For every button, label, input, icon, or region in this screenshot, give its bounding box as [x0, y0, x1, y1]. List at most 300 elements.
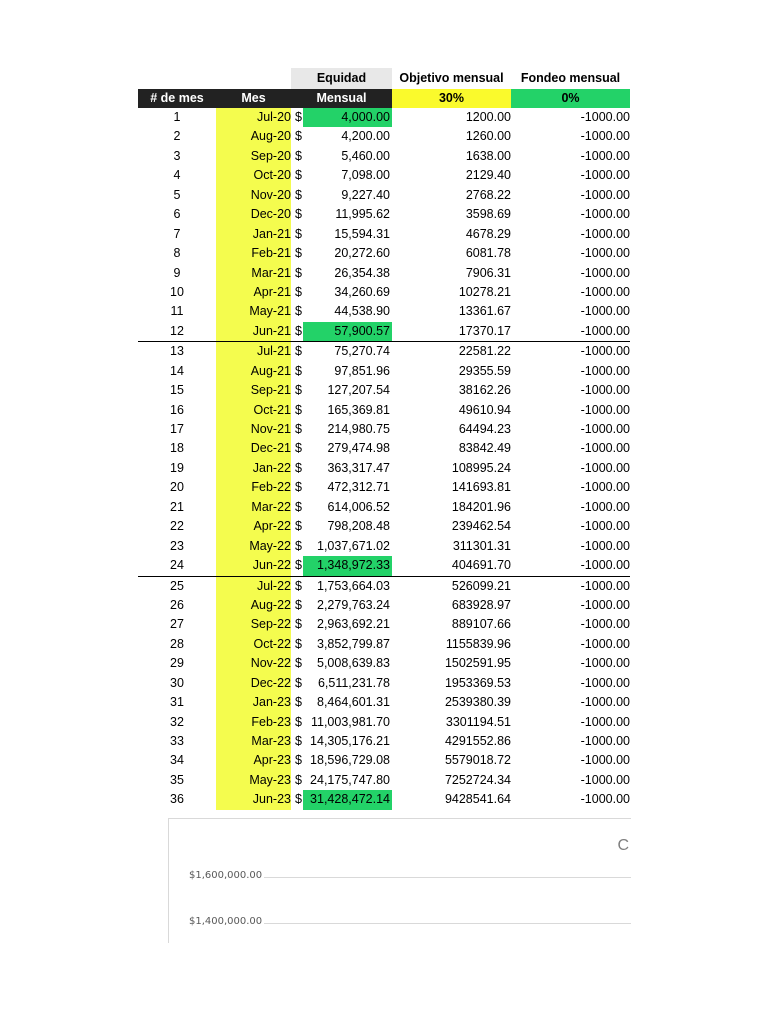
cell-num-mes[interactable]: 25 — [170, 578, 184, 593]
cell-objetivo[interactable]: 311301.31 — [452, 538, 511, 553]
table-row — [138, 459, 630, 478]
cell-fondeo[interactable]: -1000.00 — [580, 460, 630, 475]
cell-num-mes[interactable]: 6 — [173, 207, 181, 222]
cell-equidad[interactable] — [291, 674, 392, 693]
currency-symbol: $ — [295, 207, 302, 222]
cell-fondeo[interactable]: -1000.00 — [580, 558, 630, 573]
equidad-value: 26,354.38 — [334, 265, 390, 280]
cell-fondeo[interactable]: -1000.00 — [580, 675, 630, 690]
equidad-value: 97,851.96 — [334, 363, 390, 378]
table-row — [138, 674, 630, 693]
cell-num-mes[interactable]: 7 — [173, 226, 181, 241]
cell-mes[interactable]: Nov-22 — [216, 654, 291, 673]
currency-symbol: $ — [295, 402, 302, 417]
currency-symbol: $ — [295, 636, 302, 651]
currency-symbol: $ — [295, 558, 302, 573]
table-row — [138, 166, 630, 185]
cell-objetivo[interactable]: 683928.97 — [451, 597, 511, 612]
cell-fondeo[interactable]: -1000.00 — [580, 207, 630, 222]
cell-mes[interactable]: Jul-22 — [216, 577, 291, 596]
cell-fondeo[interactable]: -1000.00 — [580, 344, 630, 359]
table-row — [138, 498, 630, 517]
equidad-value: 1,753,664.03 — [317, 578, 390, 593]
cell-num-mes[interactable]: 31 — [170, 695, 184, 710]
cell-equidad[interactable] — [291, 166, 392, 185]
cell-equidad[interactable] — [291, 459, 392, 478]
header-row-1 — [138, 68, 630, 89]
cell-mes[interactable]: Aug-21 — [216, 362, 291, 381]
currency-symbol: $ — [295, 656, 302, 671]
cell-equidad[interactable] — [291, 537, 392, 556]
cell-mes[interactable]: Jul-20 — [216, 108, 291, 127]
table-row — [138, 556, 630, 576]
cell-mes[interactable]: Jun-21 — [216, 322, 291, 341]
equidad-value: 18,596,729.08 — [310, 753, 390, 768]
cell-objetivo[interactable]: 1155839.96 — [445, 636, 511, 651]
cell-objetivo[interactable]: 889107.66 — [451, 617, 511, 632]
cell-num-mes[interactable]: 35 — [170, 772, 184, 787]
equidad-value: 34,260.69 — [334, 284, 390, 299]
cell-fondeo[interactable]: -1000.00 — [580, 148, 630, 163]
table-row — [138, 264, 630, 283]
cell-mes[interactable]: Feb-23 — [216, 713, 291, 732]
cell-equidad[interactable] — [291, 577, 392, 596]
y-tick-label: $1,400,000.00 — [189, 916, 263, 927]
cell-equidad[interactable] — [291, 283, 392, 302]
cell-num-mes[interactable]: 4 — [173, 168, 181, 183]
table-row — [138, 771, 630, 790]
currency-symbol: $ — [295, 578, 302, 593]
table-row — [138, 713, 630, 732]
cell-equidad[interactable] — [291, 342, 392, 361]
equidad-value: 3,852,799.87 — [317, 636, 390, 651]
cell-num-mes[interactable]: 21 — [170, 499, 184, 514]
cell-fondeo[interactable]: -1000.00 — [580, 792, 630, 807]
cell-fondeo[interactable]: -1000.00 — [580, 538, 630, 553]
table-row — [138, 478, 630, 497]
currency-symbol: $ — [295, 772, 302, 787]
cell-equidad[interactable] — [291, 478, 392, 497]
table-row — [138, 127, 630, 146]
cell-mes[interactable]: Aug-22 — [216, 596, 291, 615]
cell-num-mes[interactable]: 12 — [170, 323, 184, 338]
header-mensual: Mensual — [291, 89, 392, 108]
cell-mes[interactable]: Sep-20 — [216, 147, 291, 166]
cell-equidad[interactable] — [291, 693, 392, 712]
cell-equidad[interactable] — [291, 596, 392, 615]
currency-symbol: $ — [295, 110, 302, 124]
table-row — [138, 693, 630, 712]
cell-mes[interactable]: May-23 — [216, 771, 291, 790]
cell-equidad[interactable] — [291, 732, 392, 751]
cell-mes[interactable]: Jun-23 — [216, 790, 291, 809]
cell-fondeo[interactable]: -1000.00 — [580, 480, 630, 495]
cell-mes[interactable]: Mar-21 — [216, 264, 291, 283]
gridline — [264, 923, 631, 924]
table-row — [138, 577, 630, 596]
currency-symbol: $ — [295, 538, 302, 553]
table-row — [138, 420, 630, 439]
cell-mes[interactable]: Jan-22 — [216, 459, 291, 478]
table-row — [138, 147, 630, 166]
y-tick-label: $1,600,000.00 — [189, 870, 263, 881]
cell-objetivo[interactable]: 49610.94 — [458, 402, 511, 417]
cell-objetivo[interactable]: 526099.21 — [451, 578, 511, 593]
cell-mes[interactable]: Mar-23 — [216, 732, 291, 751]
cell-mes[interactable]: Jul-21 — [216, 342, 291, 361]
cell-fondeo[interactable]: -1000.00 — [580, 714, 630, 729]
cell-objetivo[interactable]: 9428541.64 — [444, 792, 511, 807]
cell-mes[interactable]: Mar-22 — [216, 498, 291, 517]
equidad-value: 798,208.48 — [327, 519, 390, 534]
cell-equidad[interactable] — [291, 439, 392, 458]
header-objetivo-pct[interactable]: 30% — [392, 89, 511, 108]
cell-num-mes[interactable]: 30 — [170, 675, 184, 690]
spreadsheet-table — [138, 68, 630, 810]
cell-mes[interactable]: Dec-22 — [216, 674, 291, 693]
currency-symbol: $ — [295, 753, 302, 768]
cell-objetivo[interactable]: 2539380.39 — [444, 695, 511, 710]
currency-symbol: $ — [295, 519, 302, 534]
table-row — [138, 732, 630, 751]
cell-fondeo[interactable]: -1000.00 — [580, 441, 630, 456]
table-row — [138, 615, 630, 634]
cell-fondeo[interactable]: -1000.00 — [580, 304, 630, 319]
cell-fondeo[interactable]: -1000.00 — [580, 168, 630, 183]
currency-symbol: $ — [295, 129, 302, 144]
cell-objetivo[interactable]: 239462.54 — [451, 519, 511, 534]
table-row — [138, 342, 630, 361]
cell-equidad[interactable] — [291, 381, 392, 400]
cell-objetivo[interactable]: 83842.49 — [458, 441, 511, 456]
cell-num-mes[interactable]: 15 — [170, 383, 184, 398]
currency-symbol: $ — [295, 148, 302, 163]
cell-equidad[interactable] — [291, 771, 392, 790]
cell-num-mes[interactable]: 27 — [170, 617, 184, 632]
cell-objetivo[interactable]: 3301194.51 — [445, 714, 511, 729]
cell-num-mes[interactable]: 9 — [173, 265, 181, 280]
cell-equidad[interactable] — [291, 205, 392, 224]
cell-equidad[interactable] — [291, 498, 392, 517]
cell-fondeo[interactable]: -1000.00 — [580, 499, 630, 514]
table-row — [138, 225, 630, 244]
currency-symbol: $ — [295, 675, 302, 690]
cell-equidad[interactable] — [291, 244, 392, 263]
currency-symbol: $ — [295, 714, 302, 729]
cell-mes[interactable]: Sep-22 — [216, 615, 291, 634]
currency-symbol: $ — [295, 597, 302, 612]
cell-equidad[interactable] — [291, 127, 392, 146]
equidad-value: 75,270.74 — [334, 344, 390, 359]
cell-objetivo[interactable]: 1953369.53 — [444, 675, 511, 690]
cell-objetivo[interactable]: 1260.00 — [465, 129, 511, 144]
cell-equidad[interactable] — [291, 225, 392, 244]
equidad-value: 15,594.31 — [334, 226, 390, 241]
currency-symbol: $ — [295, 792, 302, 807]
cell-equidad[interactable] — [291, 147, 392, 166]
table-row — [138, 362, 630, 381]
cell-objetivo[interactable]: 64494.23 — [458, 422, 511, 436]
table-row — [138, 186, 630, 205]
equidad-value: 614,006.52 — [327, 499, 390, 514]
equidad-value: 472,312.71 — [327, 480, 390, 495]
cell-equidad[interactable] — [291, 186, 392, 205]
currency-symbol: $ — [295, 246, 302, 261]
equidad-value: 20,272.60 — [334, 246, 390, 261]
cell-fondeo[interactable]: -1000.00 — [580, 129, 630, 144]
cell-equidad[interactable] — [291, 517, 392, 536]
cell-num-mes[interactable]: 10 — [170, 284, 184, 299]
table-row — [138, 439, 630, 458]
cell-mes[interactable]: Nov-20 — [216, 186, 291, 205]
equidad-value: 7,098.00 — [341, 168, 390, 183]
equidad-value: 1,348,972.33 — [317, 558, 390, 573]
cell-mes[interactable]: Oct-20 — [216, 166, 291, 185]
cell-mes[interactable]: Apr-21 — [216, 283, 291, 302]
cell-num-mes[interactable]: 32 — [170, 714, 184, 729]
cell-mes[interactable]: May-21 — [216, 302, 291, 321]
cell-objetivo[interactable]: 2129.40 — [465, 168, 511, 183]
equidad-value: 57,900.57 — [334, 323, 390, 338]
cell-mes[interactable]: Feb-22 — [216, 478, 291, 497]
cell-mes[interactable]: Jan-21 — [216, 225, 291, 244]
equidad-value: 5,460.00 — [341, 148, 390, 163]
table-row — [138, 381, 630, 400]
cell-fondeo[interactable]: -1000.00 — [580, 363, 630, 378]
currency-symbol: $ — [295, 226, 302, 241]
cell-num-mes[interactable]: 17 — [170, 422, 184, 436]
cell-num-mes[interactable]: 36 — [170, 792, 184, 807]
table-row — [138, 108, 630, 127]
cell-num-mes[interactable]: 2 — [173, 129, 181, 144]
cell-objetivo[interactable]: 1200.00 — [465, 110, 511, 124]
table-row — [138, 322, 630, 342]
equidad-value: 1,037,671.02 — [317, 538, 390, 553]
cell-fondeo[interactable]: -1000.00 — [580, 597, 630, 612]
cell-objetivo[interactable]: 1502591.95 — [444, 656, 511, 671]
equidad-value: 31,428,472.14 — [310, 792, 390, 807]
table-row — [138, 283, 630, 302]
cell-equidad[interactable] — [291, 654, 392, 673]
cell-mes[interactable]: Aug-20 — [216, 127, 291, 146]
cell-objetivo[interactable]: 17370.17 — [458, 323, 511, 338]
currency-symbol: $ — [295, 187, 302, 202]
equidad-value: 363,317.47 — [327, 460, 390, 475]
cell-objetivo[interactable]: 38162.26 — [458, 383, 511, 398]
cell-fondeo[interactable]: -1000.00 — [580, 383, 630, 398]
cell-equidad[interactable] — [291, 556, 392, 575]
cell-fondeo[interactable]: -1000.00 — [580, 734, 630, 748]
currency-symbol: $ — [295, 422, 302, 436]
equidad-value: 4,000.00 — [341, 110, 390, 124]
cell-num-mes[interactable]: 14 — [170, 363, 184, 378]
equidad-value: 165,369.81 — [327, 402, 390, 417]
cell-fondeo[interactable]: -1000.00 — [580, 422, 630, 436]
cell-objetivo[interactable]: 5579018.72 — [444, 753, 511, 768]
currency-symbol: $ — [295, 734, 302, 748]
cell-num-mes[interactable]: 18 — [170, 441, 184, 456]
cell-objetivo[interactable]: 4678.29 — [465, 226, 511, 241]
cell-fondeo[interactable]: -1000.00 — [580, 402, 630, 417]
cell-num-mes[interactable]: 28 — [170, 636, 184, 651]
cell-objetivo[interactable]: 108995.24 — [451, 460, 511, 475]
cell-mes[interactable]: Feb-21 — [216, 244, 291, 263]
table-row — [138, 401, 630, 420]
equidad-value: 24,175,747.80 — [310, 772, 390, 787]
cell-objetivo[interactable]: 6081.78 — [465, 246, 511, 261]
cell-num-mes[interactable]: 11 — [170, 304, 184, 319]
cell-equidad[interactable] — [291, 362, 392, 381]
cell-fondeo[interactable]: -1000.00 — [580, 265, 630, 280]
cell-mes[interactable]: Jan-23 — [216, 693, 291, 712]
chart-area — [168, 818, 631, 943]
cell-mes[interactable]: Dec-21 — [216, 439, 291, 458]
cell-num-mes[interactable]: 1 — [173, 110, 181, 124]
cell-num-mes[interactable]: 29 — [170, 656, 184, 671]
table-row — [138, 205, 630, 224]
cell-num-mes[interactable]: 23 — [170, 538, 184, 553]
cell-equidad[interactable] — [291, 615, 392, 634]
cell-fondeo[interactable]: -1000.00 — [580, 226, 630, 241]
cell-fondeo[interactable]: -1000.00 — [580, 636, 630, 651]
cell-objetivo[interactable]: 7906.31 — [465, 265, 511, 280]
currency-symbol: $ — [295, 323, 302, 338]
cell-mes[interactable]: May-22 — [216, 537, 291, 556]
cell-objetivo[interactable]: 184201.96 — [451, 499, 511, 514]
equidad-value: 8,464,601.31 — [317, 695, 390, 710]
equidad-value: 44,538.90 — [334, 304, 390, 319]
cell-objetivo[interactable]: 404691.70 — [451, 558, 511, 573]
cell-num-mes[interactable]: 20 — [170, 480, 184, 495]
cell-objetivo[interactable]: 7252724.34 — [444, 772, 511, 787]
table-row — [138, 302, 630, 321]
table-row — [138, 517, 630, 536]
cell-mes[interactable]: Dec-20 — [216, 205, 291, 224]
table-row — [138, 790, 630, 809]
currency-symbol: $ — [295, 363, 302, 378]
cell-mes[interactable]: Apr-22 — [216, 517, 291, 536]
cell-fondeo[interactable]: -1000.00 — [580, 753, 630, 768]
currency-symbol: $ — [295, 344, 302, 359]
currency-symbol: $ — [295, 284, 302, 299]
cell-num-mes[interactable]: 5 — [173, 187, 181, 202]
currency-symbol: $ — [295, 460, 302, 475]
cell-objetivo[interactable]: 22581.22 — [458, 344, 511, 359]
header-fondeo-pct[interactable]: 0% — [511, 89, 630, 108]
cell-mes[interactable]: Jun-22 — [216, 556, 291, 575]
cell-objetivo[interactable]: 3598.69 — [465, 207, 511, 222]
chart-title-fragment: C — [617, 837, 629, 854]
cell-mes[interactable]: Nov-21 — [216, 420, 291, 439]
cell-fondeo[interactable]: -1000.00 — [580, 617, 630, 632]
table-row — [138, 751, 630, 770]
cell-equidad[interactable] — [291, 790, 392, 809]
currency-symbol: $ — [295, 168, 302, 183]
header-objetivo-mensual: Objetivo mensual — [399, 71, 504, 85]
cell-fondeo[interactable]: -1000.00 — [580, 656, 630, 671]
cell-objetivo[interactable]: 4291552.86 — [444, 734, 511, 748]
cell-equidad[interactable] — [291, 322, 392, 341]
cell-num-mes[interactable]: 3 — [173, 148, 181, 163]
cell-equidad[interactable] — [291, 302, 392, 321]
table-row — [138, 596, 630, 615]
cell-fondeo[interactable]: -1000.00 — [580, 772, 630, 787]
cell-fondeo[interactable]: -1000.00 — [580, 246, 630, 261]
equidad-value: 127,207.54 — [327, 383, 390, 398]
cell-objetivo[interactable]: 141693.81 — [451, 480, 511, 495]
equidad-value: 2,279,763.24 — [317, 597, 390, 612]
cell-equidad[interactable] — [291, 635, 392, 654]
equidad-value: 14,305,176.21 — [310, 734, 390, 748]
cell-equidad[interactable] — [291, 713, 392, 732]
equidad-value: 9,227.40 — [341, 187, 390, 202]
cell-equidad[interactable] — [291, 420, 392, 439]
cell-objetivo[interactable]: 29355.59 — [458, 363, 511, 378]
cell-objetivo[interactable]: 10278.21 — [458, 284, 511, 299]
cell-num-mes[interactable]: 8 — [173, 246, 181, 261]
cell-num-mes[interactable]: 16 — [170, 402, 184, 417]
header-num-mes: # de mes — [138, 89, 216, 108]
currency-symbol: $ — [295, 265, 302, 280]
equidad-value: 4,200.00 — [341, 129, 390, 144]
cell-mes[interactable]: Oct-22 — [216, 635, 291, 654]
header-row-2 — [138, 89, 630, 108]
table-body — [138, 108, 630, 810]
header-fondeo-mensual: Fondeo mensual — [520, 71, 621, 85]
cell-fondeo[interactable]: -1000.00 — [580, 578, 630, 593]
cell-fondeo[interactable]: -1000.00 — [580, 110, 630, 124]
gridline — [264, 877, 631, 878]
equidad-value: 214,980.75 — [327, 422, 390, 436]
cell-num-mes[interactable]: 24 — [170, 558, 184, 573]
cell-fondeo[interactable]: -1000.00 — [580, 323, 630, 338]
equidad-value: 6,511,231.78 — [317, 675, 390, 690]
cell-objetivo[interactable]: 1638.00 — [465, 148, 511, 163]
header-mes: Mes — [216, 89, 291, 108]
currency-symbol: $ — [295, 617, 302, 632]
cell-num-mes[interactable]: 19 — [170, 460, 184, 475]
cell-equidad[interactable] — [291, 401, 392, 420]
header-equidad: Equidad — [291, 68, 392, 89]
cell-fondeo[interactable]: -1000.00 — [580, 519, 630, 534]
equidad-value: 279,474.98 — [327, 441, 390, 456]
cell-mes[interactable]: Oct-21 — [216, 401, 291, 420]
currency-symbol: $ — [295, 441, 302, 456]
currency-symbol: $ — [295, 695, 302, 710]
cell-num-mes[interactable]: 26 — [170, 597, 184, 612]
currency-symbol: $ — [295, 480, 302, 495]
cell-mes[interactable]: Sep-21 — [216, 381, 291, 400]
currency-symbol: $ — [295, 304, 302, 319]
table-row — [138, 654, 630, 673]
cell-objetivo[interactable]: 13361.67 — [458, 304, 511, 319]
cell-num-mes[interactable]: 34 — [170, 753, 184, 768]
cell-fondeo[interactable]: -1000.00 — [580, 284, 630, 299]
cell-num-mes[interactable]: 13 — [170, 344, 184, 359]
cell-mes[interactable]: Apr-23 — [216, 751, 291, 770]
cell-equidad[interactable] — [291, 751, 392, 770]
cell-num-mes[interactable]: 22 — [170, 519, 184, 534]
table-row — [138, 537, 630, 556]
table-row — [138, 635, 630, 654]
cell-equidad[interactable] — [291, 264, 392, 283]
equidad-value: 11,995.62 — [335, 207, 390, 222]
cell-fondeo[interactable]: -1000.00 — [580, 695, 630, 710]
cell-objetivo[interactable]: 2768.22 — [465, 187, 511, 202]
cell-fondeo[interactable]: -1000.00 — [580, 187, 630, 202]
cell-equidad[interactable] — [291, 108, 392, 127]
cell-num-mes[interactable]: 33 — [170, 734, 184, 748]
